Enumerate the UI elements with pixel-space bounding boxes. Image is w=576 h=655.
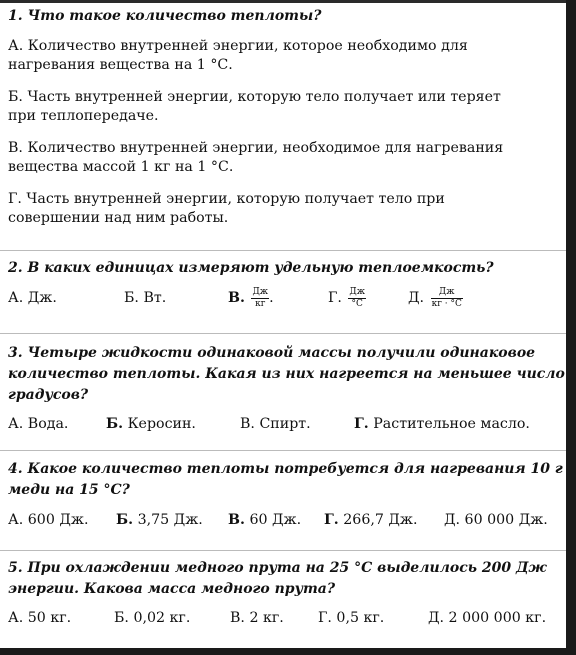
- answer-b: Б. Вт.: [124, 290, 167, 306]
- answer-letter: В.: [228, 512, 245, 528]
- divider: [0, 450, 566, 451]
- option-text: Г. Часть внутренней энергии, которую получает тело при: [8, 191, 445, 207]
- unit-fraction: [431, 288, 463, 309]
- unit-fraction: [348, 288, 366, 309]
- question-1-option-d: [8, 190, 566, 228]
- fraction-denominator: кг · °С: [431, 298, 462, 309]
- question-5-title-line: энергии. Какова масса медного прута?: [8, 581, 336, 597]
- question-3-title-line: градусов?: [8, 387, 89, 403]
- answer-letter: Г.: [324, 512, 339, 528]
- question-5-title-line: 5. При охлаждении медного прута на 25 °С выделилось 200 Дж: [8, 560, 547, 576]
- answer-letter: Д.: [408, 290, 425, 306]
- question-3-title-line: количество теплоты. Какая из них нагреется на меньшее число: [8, 366, 565, 382]
- answer-letter: Г.: [328, 290, 342, 306]
- answer-c: В. Спирт.: [240, 416, 311, 432]
- answer-e: [408, 286, 463, 310]
- answer-letter: В.: [228, 290, 245, 306]
- answer-d: [324, 508, 418, 532]
- option-text: В. Количество внутренней энергии, необходимое для нагревания: [8, 140, 504, 156]
- answer-letter: Б.: [106, 416, 124, 432]
- option-text: нагревания вещества на 1 °С.: [8, 57, 233, 73]
- answer-b: [116, 508, 203, 532]
- option-text: А. Количество внутренней энергии, которое необходимо для: [8, 38, 468, 54]
- answer-text: 60 Дж.: [249, 512, 302, 528]
- fraction-numerator: Дж: [252, 286, 269, 297]
- answer-text: 266,7 Дж.: [343, 512, 418, 528]
- question-5-answers: [8, 606, 566, 630]
- question-3-answers: [8, 412, 566, 436]
- question-1-option-b: [8, 88, 566, 126]
- answer-b: Б. 0,02 кг.: [114, 610, 191, 626]
- option-text: при теплопередаче.: [8, 108, 159, 124]
- fraction-denominator: °С: [351, 298, 363, 309]
- answer-letter: Г.: [354, 416, 369, 432]
- question-3-title-line: 3. Четыре жидкости одинаковой массы получили одинаковое: [8, 345, 536, 361]
- answer-d: [328, 286, 366, 310]
- answer-suffix: .: [269, 290, 274, 306]
- divider: [0, 333, 566, 334]
- answer-e: Д. 60 000 Дж.: [444, 512, 548, 528]
- answer-d: Г. 0,5 кг.: [318, 610, 385, 626]
- answer-a: А. Вода.: [8, 416, 69, 432]
- fraction-numerator: Дж: [431, 288, 463, 299]
- question-2: [8, 258, 566, 279]
- answer-c: [228, 508, 301, 532]
- answer-d: [354, 412, 530, 436]
- answer-a: А. 50 кг.: [8, 610, 72, 626]
- scan-edge-bottom: [0, 648, 576, 655]
- divider: [0, 250, 566, 251]
- answer-a: А. Дж.: [8, 290, 57, 306]
- answer-text: Растительное масло.: [373, 416, 530, 432]
- question-2-answers: [8, 286, 566, 310]
- answer-a: А. 600 Дж.: [8, 512, 89, 528]
- question-1: [8, 6, 566, 27]
- answer-e: Д. 2 000 000 кг.: [428, 610, 547, 626]
- scan-edge-right: [566, 0, 576, 655]
- question-4-title-line: 4. Какое количество теплоты потребуется для нагревания 10 г: [8, 461, 563, 477]
- question-4-title-line: меди на 15 °С?: [8, 482, 130, 498]
- option-text: совершении над ним работы.: [8, 210, 229, 226]
- question-4: [8, 459, 566, 501]
- fraction-denominator: кг: [255, 298, 266, 309]
- option-text: Б. Часть внутренней энергии, которую тело получает или теряет: [8, 89, 501, 105]
- option-text: вещества массой 1 кг на 1 °С.: [8, 159, 234, 175]
- answer-letter: Б.: [116, 512, 134, 528]
- question-1-option-c: [8, 139, 566, 177]
- divider: [0, 550, 566, 551]
- unit-fraction: [251, 288, 269, 309]
- scan-edge-top: [0, 0, 576, 3]
- question-1-option-a: [8, 37, 566, 75]
- answer-c: В. 2 кг.: [230, 610, 284, 626]
- answer-c: [228, 286, 274, 310]
- question-4-answers: [8, 508, 566, 532]
- question-1-title: 1. Что такое количество теплоты?: [8, 8, 322, 24]
- answer-text: Керосин.: [127, 416, 196, 432]
- answer-text: 3,75 Дж.: [137, 512, 203, 528]
- question-5: [8, 558, 566, 600]
- question-2-title: 2. В каких единицах измеряют удельную теплоемкость?: [8, 260, 494, 276]
- answer-b: [106, 412, 196, 436]
- question-3: [8, 343, 566, 406]
- fraction-numerator: Дж: [349, 286, 366, 297]
